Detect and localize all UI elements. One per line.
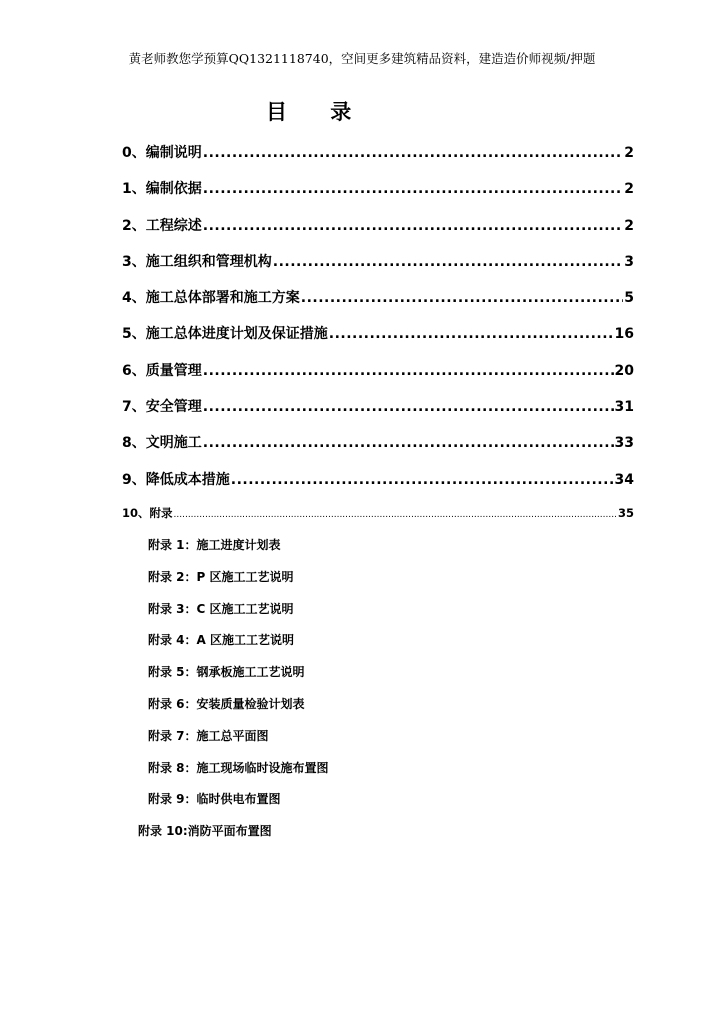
- toc-entry-label: 5、施工总体进度计划及保证措施: [122, 326, 328, 343]
- toc-entry[interactable]: [122, 251, 634, 287]
- appendix-item[interactable]: 附录 4：A 区施工工艺说明: [148, 633, 294, 648]
- toc-leader-dots: [203, 181, 624, 197]
- toc-entry[interactable]: [122, 396, 634, 432]
- toc-entry-label: 6、质量管理: [122, 362, 202, 379]
- appendix-item-last[interactable]: 附录 10:消防平面布置图: [138, 824, 272, 838]
- toc-entry-label: 2、工程综述: [122, 217, 202, 234]
- toc-leader-dots: [203, 399, 614, 415]
- toc-entry-page: 2: [624, 181, 634, 198]
- toc-leader-dots: [301, 290, 624, 306]
- appendix-item[interactable]: 附录 1：施工进度计划表: [148, 538, 281, 552]
- toc-leader-dots: [329, 326, 614, 342]
- toc-entry-page: 31: [614, 399, 634, 416]
- toc-entry-page: 34: [614, 471, 634, 488]
- toc-leader-dots: [203, 218, 624, 234]
- appendix-item[interactable]: 附录 6：安装质量检验计划表: [148, 696, 305, 711]
- toc-leader-dots: [273, 254, 624, 270]
- appendix-item[interactable]: 附录 5：钢承板施工工艺说明: [148, 665, 305, 680]
- appendix-item[interactable]: 附录 2：P 区施工工艺说明: [148, 569, 294, 584]
- toc-leader-dots: [174, 510, 617, 520]
- toc-leader-dots: [231, 472, 614, 488]
- toc-entry-page: 20: [614, 362, 634, 379]
- toc-entry[interactable]: [122, 142, 634, 178]
- toc-entry-label: 7、安全管理: [122, 399, 202, 416]
- table-of-contents: [122, 142, 634, 537]
- toc-entry-page: 5: [624, 290, 634, 307]
- toc-entry[interactable]: [122, 360, 634, 396]
- toc-entry[interactable]: [122, 505, 634, 537]
- toc-entry-page: 2: [624, 145, 634, 161]
- appendix-item[interactable]: 附录 8：施工现场临时设施布置图: [148, 760, 329, 775]
- toc-entry[interactable]: [122, 178, 634, 214]
- toc-entry-label: 10、附录: [122, 505, 173, 520]
- toc-entry-label: 0、编制说明: [122, 145, 202, 161]
- toc-entry-page: 33: [614, 435, 634, 452]
- toc-leader-dots: [203, 363, 614, 379]
- appendix-item[interactable]: 附录 3：C 区施工工艺说明: [148, 601, 294, 616]
- toc-entry[interactable]: [122, 323, 634, 359]
- toc-entry-page: 35: [617, 505, 634, 520]
- toc-entry[interactable]: [122, 432, 634, 468]
- toc-entry[interactable]: [122, 469, 634, 505]
- toc-leader-dots: [203, 435, 614, 451]
- toc-entry-page: 2: [624, 217, 634, 234]
- toc-entry-label: 9、降低成本措施: [122, 471, 230, 488]
- appendix-item[interactable]: 附录 9：临时供电布置图: [148, 792, 281, 807]
- toc-entry[interactable]: [122, 215, 634, 251]
- toc-leader-dots: [203, 145, 624, 161]
- appendix-item[interactable]: 附录 7：施工总平面图: [148, 728, 269, 743]
- page-title: 目 录: [266, 100, 370, 124]
- header-note: 黄老师教您学预算QQ1321118740，空间更多建筑精品资料，建造造价师视频/押题: [128, 51, 596, 66]
- toc-entry[interactable]: [122, 287, 634, 323]
- toc-entry-label: 8、文明施工: [122, 435, 202, 452]
- toc-entry-label: 1、编制依据: [122, 181, 202, 198]
- toc-entry-label: 4、施工总体部署和施工方案: [122, 290, 300, 307]
- toc-entry-page: 3: [624, 253, 634, 270]
- toc-entry-label: 3、施工组织和管理机构: [122, 253, 272, 270]
- toc-entry-page: 16: [614, 326, 634, 343]
- appendix-list: [148, 536, 329, 822]
